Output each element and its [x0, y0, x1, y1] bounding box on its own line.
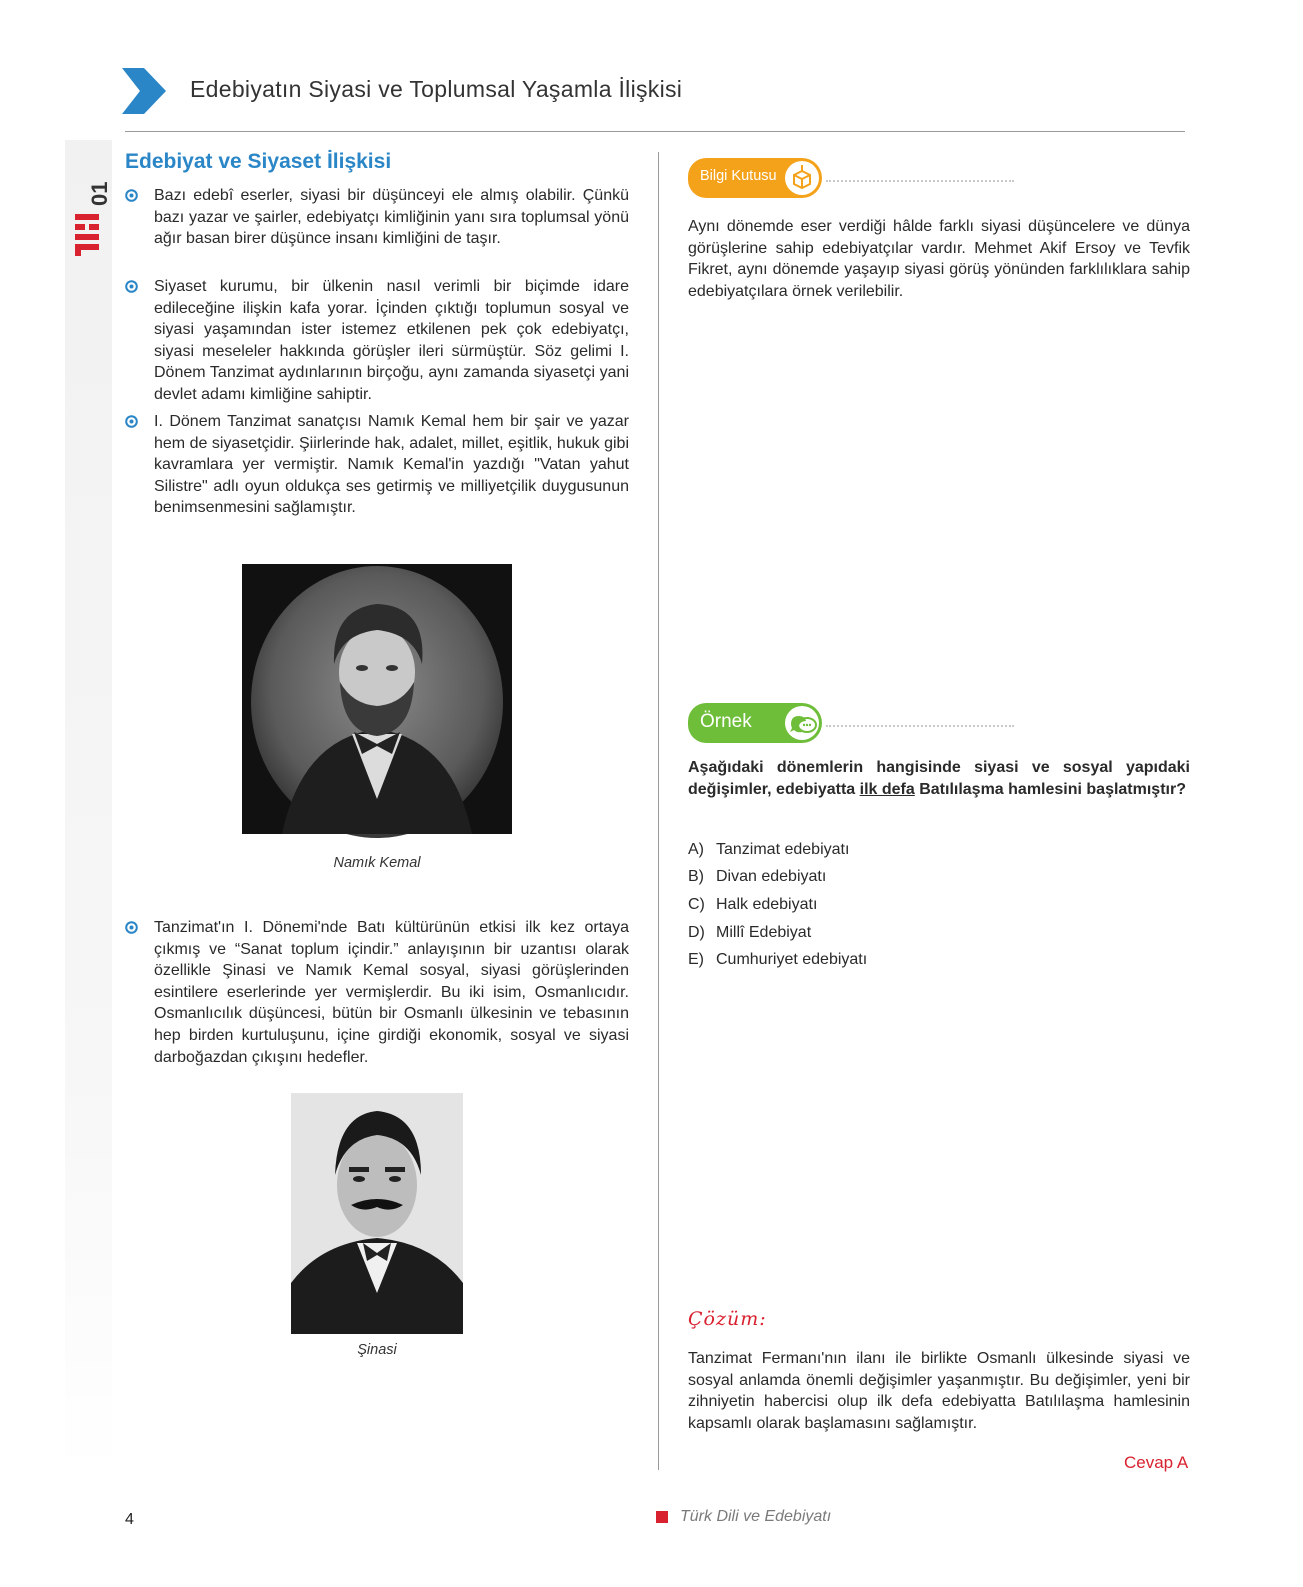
bilgi-kutusu-label: Bilgi Kutusu [700, 168, 777, 184]
option-e [688, 951, 867, 969]
bilgi-kutusu-text: Aynı dönemde eser verdiği hâlde farklı siyasi düşüncelere ve dünya görüşlerine sahip edebiyatçılar vardır. Mehmet Akif Ersoy ve Tevfik Fikret, aynı dönemde yaşayıp siyasi görüş yönünden farklılıklara sahip edebiyatçılara örnek verilebilir. [688, 218, 1190, 300]
fasikul-logo [73, 152, 112, 256]
ornek-badge [688, 703, 822, 743]
question-text: Aşağıdaki dönemlerin hangisinde siyasi ve sosyal yapıdaki değişimler, edebiyatta [688, 759, 1190, 798]
option-text: Tanzimat edebiyatı [716, 841, 850, 858]
photo-caption: Şinasi [357, 1342, 397, 1358]
target-bullet-icon [125, 280, 138, 293]
question-emphasis: ilk defa [859, 780, 915, 798]
sinasi-portrait [291, 1093, 463, 1334]
option-b [688, 868, 826, 886]
example-question [688, 757, 1190, 800]
target-bullet-icon [125, 189, 138, 202]
option-d [688, 924, 811, 942]
namik-kemal-portrait [242, 564, 512, 834]
target-bullet-icon [125, 415, 138, 428]
side-strip [65, 140, 112, 1480]
option-letter: D) [688, 924, 705, 941]
footer-subject: Türk Dili ve Edebiyatı [680, 1508, 832, 1525]
ornek-label: Örnek [700, 711, 752, 732]
option-a [688, 841, 849, 859]
photo-caption: Namık Kemal [333, 855, 421, 871]
paragraph-text: Tanzimat'ın I. Dönemi'nde Batı kültürünün etkisi ilk kez ortaya çıkmış ve “Sanat toplum içindir.” anlayışının bir uzantısı olarak özellikle Şinasi ve Namık Kemal sosyal, siyasi görüşlerinden esintilere eserlerinde yer vermişlerdir. Bu iki isim, Osmanlıcıdır. Osmanlıcılık düşüncesi, bütün bir Osmanlı ülkesinin ve tebasının hep birden kurtuluşunu, içine girdiği ekonomik, sosyal ve siyasi darboğazdan çıkışını hedefler. [154, 919, 629, 1066]
footer-marker [656, 1511, 668, 1523]
bullet-paragraph-2 [125, 276, 629, 406]
bullet-paragraph-4 [125, 917, 629, 1068]
paragraph-text: Bazı edebî eserler, siyasi bir düşünceyi ele almış olabilir. Çünkü bazı yazar ve şairler, edebiyatçı kimliğinin yanı sıra toplumsal yönü ağır basan birer düşünce insanı kimliğini de taşır. [154, 187, 629, 248]
chevron-arrow-icon [122, 68, 166, 114]
header-divider [125, 131, 1185, 132]
option-letter: B) [688, 868, 704, 885]
dotted-rule [826, 725, 1014, 727]
section-title: Edebiyat ve Siyaset İlişkisi [125, 150, 392, 173]
option-text: Divan edebiyatı [716, 868, 827, 885]
option-text: Millî Edebiyat [716, 924, 812, 941]
paragraph-text: I. Dönem Tanzimat sanatçısı Namık Kemal hem bir şair ve yazar hem de siyasetçidir. Şiirlerinde hak, adalet, millet, eşitlik, hukuk gibi kavramlara yer vermiştir. Namık Kemal'in yazdığı "Vatan yahut Silistre" adlı oyun oldukça ses getirmiş ve milliyetçilik duygusunun benimsenmesini sağlamıştır. [154, 413, 629, 517]
option-letter: C) [688, 896, 705, 913]
option-text: Halk edebiyatı [716, 896, 818, 913]
solution-heading: Çözüm: [688, 1308, 767, 1330]
target-bullet-icon [125, 921, 138, 934]
bilgi-kutusu-badge [688, 158, 822, 198]
info-box-icon [785, 161, 819, 195]
chapter-title: Edebiyatın Siyasi ve Toplumsal Yaşamla İlişkisi [190, 76, 683, 102]
question-text: Batılılaşma hamlesini başlatmıştır? [914, 780, 1186, 798]
speech-bubbles-icon [785, 706, 819, 740]
svg-text:01: 01 [87, 181, 112, 206]
option-c [688, 896, 817, 914]
option-letter: E) [688, 951, 704, 968]
answer-label: Cevap A [1124, 1453, 1189, 1472]
dotted-rule [826, 180, 1014, 182]
column-divider [658, 152, 659, 1470]
solution-text: Tanzimat Fermanı'nın ilanı ile birlikte Osmanlı ülkesinde siyasi ve sosyal anlamda önemli değişimler yaşanmıştır. Bu değişimler, yeni bir zihniyetin habercisi olup ilk defa edebiyatta Batılılaşma hamlesinin kapsamlı olarak başlamasını sağlamıştır. [688, 1350, 1190, 1432]
page-number: 4 [125, 1511, 134, 1528]
option-text: Cumhuriyet edebiyatı [716, 951, 868, 968]
bullet-paragraph-3 [125, 411, 629, 519]
paragraph-text: Siyaset kurumu, bir ülkenin nasıl verimli bir biçimde idare edileceğine ilişkin kafa yorar. İçinden çıktığı toplumun sosyal ve siyasi yaşamından ister istemez etkilenen pek çok edebiyatçı, siyasi meseleler hakkında görüşler ileri sürmüştür. Söz gelimi I. Dönem Tanzimat aydınlarının birçoğu, aynı zamanda siyasetçi yani devlet adamı kimliğine sahiptir. [154, 278, 629, 403]
bullet-paragraph-1 [125, 185, 629, 250]
option-letter: A) [688, 841, 704, 858]
